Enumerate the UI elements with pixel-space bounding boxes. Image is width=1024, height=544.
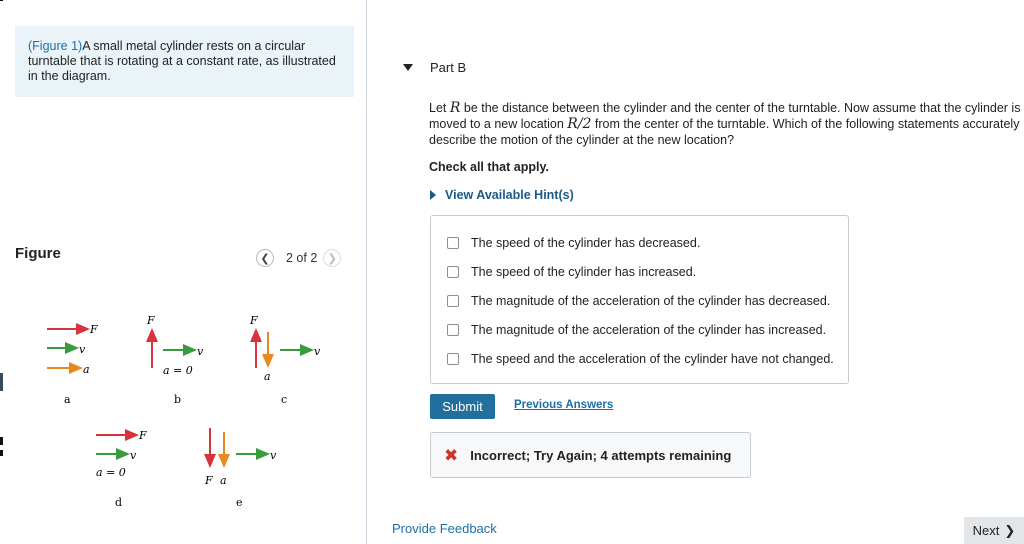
- prev-figure-button[interactable]: ❮: [256, 249, 274, 267]
- view-hints-toggle[interactable]: [430, 188, 574, 202]
- close-icon: ✖: [444, 445, 459, 465]
- velocity-label: v: [314, 345, 321, 358]
- var-r-half: R/2: [567, 116, 592, 132]
- force-label: F: [205, 474, 213, 487]
- velocity-label: v: [197, 345, 204, 358]
- caption-a: a: [64, 393, 71, 406]
- caret-right-icon: [430, 190, 436, 200]
- caption-e: e: [236, 496, 243, 509]
- checkbox[interactable]: [447, 295, 459, 307]
- diagram-d: [96, 429, 147, 509]
- hints-label: View Available Hint(s): [445, 188, 574, 202]
- acceleration-zero-label: a = 0: [96, 466, 126, 479]
- acceleration-label: a: [264, 370, 271, 383]
- caption-d: d: [115, 496, 123, 509]
- caption-b: b: [174, 393, 182, 406]
- checkbox[interactable]: [447, 324, 459, 336]
- figure-title: Figure: [15, 245, 61, 262]
- caption-c: c: [281, 393, 288, 406]
- force-label: F: [90, 323, 98, 336]
- var-r: R: [449, 100, 461, 116]
- option-label: The speed of the cylinder has increased.: [471, 265, 697, 279]
- panel-divider: [366, 0, 367, 544]
- diagram-a: [47, 323, 98, 406]
- figure-link[interactable]: (Figure 1): [28, 39, 83, 53]
- force-label: F: [139, 429, 147, 442]
- next-button[interactable]: [964, 517, 1024, 544]
- option-label: The speed and the acceleration of the cylinder have not changed.: [471, 352, 834, 366]
- option-2[interactable]: [447, 263, 696, 281]
- pager-label: 2 of 2: [286, 251, 318, 265]
- option-5[interactable]: [447, 350, 834, 368]
- figure-panel: [0, 0, 366, 544]
- checkbox[interactable]: [447, 353, 459, 365]
- acceleration-label: a: [220, 474, 227, 487]
- intro-box: [15, 26, 354, 97]
- question-text: Let R be the distance between the cylinder and the center of the turntable. Now assume that the cylinder is moved to a new location R/2 from the center of the turntable. Which of the following statements accurately describe the motion of the cylinder at the new location?: [429, 100, 1021, 147]
- provide-feedback-link[interactable]: Provide Feedback: [392, 521, 497, 536]
- option-label: The magnitude of the acceleration of the cylinder has increased.: [471, 323, 827, 337]
- option-label: The speed of the cylinder has decreased.: [471, 236, 701, 250]
- feedback-message: [430, 432, 751, 478]
- diagram-e: [204, 428, 277, 509]
- acceleration-label: a: [83, 363, 90, 376]
- option-3[interactable]: [447, 292, 830, 310]
- next-label: Next: [972, 523, 1000, 538]
- velocity-label: v: [270, 449, 277, 462]
- caret-down-icon: [403, 64, 413, 71]
- force-label: F: [147, 314, 155, 327]
- motion-diagram: [0, 290, 366, 530]
- chevron-right-icon: ❯: [1004, 522, 1016, 538]
- feedback-text: Incorrect; Try Again; 4 attempts remaining: [470, 447, 732, 463]
- acceleration-zero-label: a = 0: [163, 364, 193, 377]
- submit-button[interactable]: Submit: [430, 394, 495, 419]
- check-all-instruction: Check all that apply.: [429, 160, 549, 174]
- part-header[interactable]: [403, 60, 466, 75]
- intro-text: A small metal cylinder rests on a circular turntable that is rotating at a constant rate, as illustrated in the diagram.: [28, 39, 336, 83]
- diagram-c: [249, 314, 321, 406]
- next-figure-button[interactable]: ❯: [323, 249, 341, 267]
- velocity-label: v: [130, 449, 137, 462]
- option-1[interactable]: [447, 234, 700, 252]
- checkbox[interactable]: [447, 237, 459, 249]
- checkbox[interactable]: [447, 266, 459, 278]
- option-4[interactable]: [447, 321, 826, 339]
- answer-options: [430, 215, 849, 384]
- force-label: F: [250, 314, 258, 327]
- figure-pager: [256, 248, 341, 268]
- option-label: The magnitude of the acceleration of the cylinder has decreased.: [471, 294, 831, 308]
- velocity-label: v: [79, 343, 86, 356]
- diagram-b: [146, 314, 204, 406]
- part-title: Part B: [430, 60, 467, 75]
- previous-answers-link[interactable]: Previous Answers: [514, 399, 614, 411]
